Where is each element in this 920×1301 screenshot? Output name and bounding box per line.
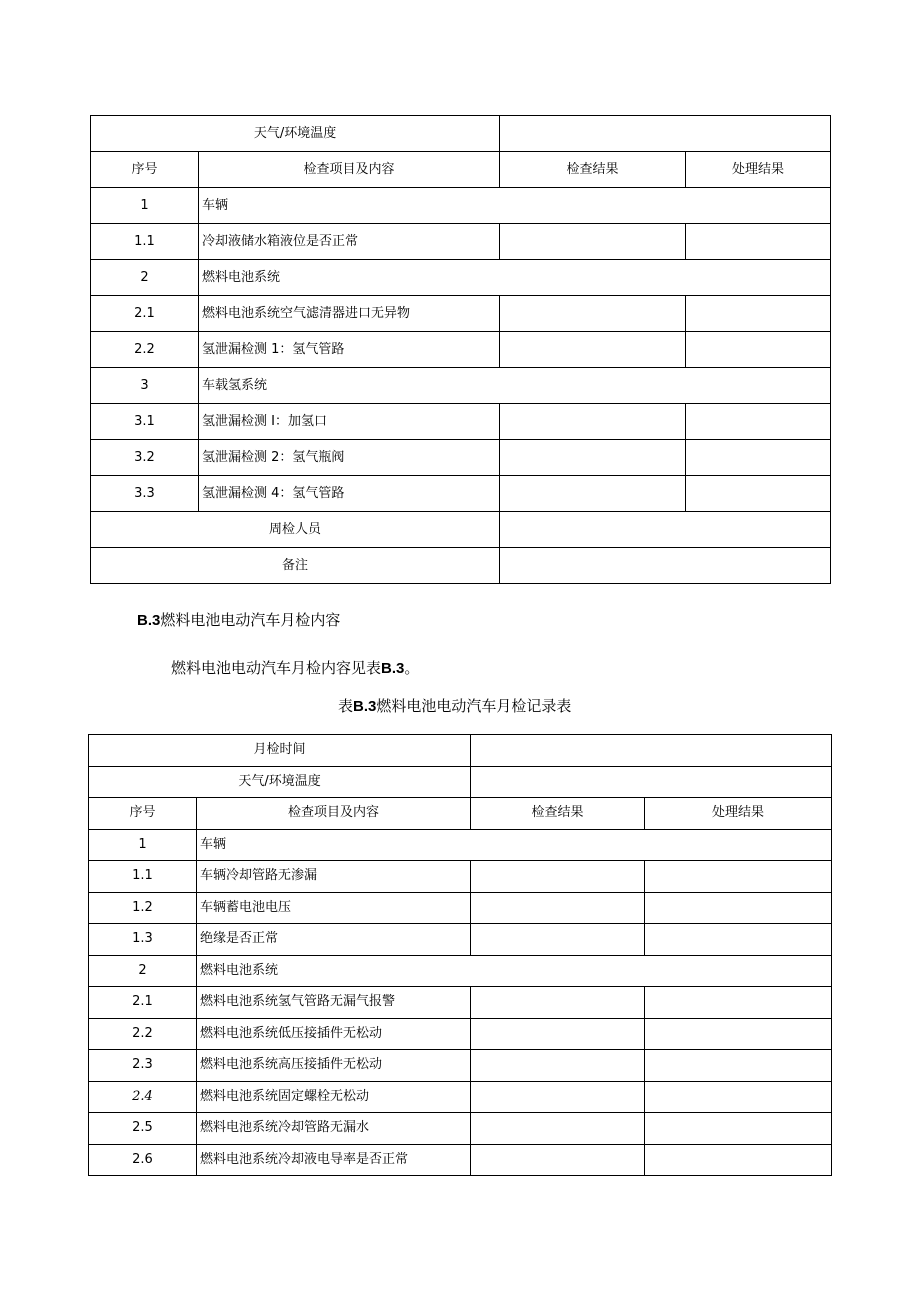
handle-result-cell[interactable] [686,404,831,440]
check-item: 氢泄漏检测 I：加氢口 [199,404,500,440]
check-result-cell[interactable] [471,924,645,956]
row-number: 2.1 [89,987,197,1019]
table-caption-prefix: 表 [338,697,354,715]
check-item: 燃料电池系统高压接插件无松动 [197,1050,471,1082]
check-result-cell[interactable] [500,224,686,260]
header-result: 检查结果 [471,798,645,830]
header-handle: 处理结果 [645,798,832,830]
table-row [91,224,831,260]
check-item: 燃料电池系统低压接插件无松动 [197,1018,471,1050]
check-item: 车辆冷却管路无渗漏 [197,861,471,893]
table-caption-number: B.3 [353,698,377,715]
section-row [91,260,831,296]
header-result: 检查结果 [500,152,686,188]
weather-row [91,116,831,152]
month-time-row [89,735,832,767]
check-result-cell[interactable] [500,476,686,512]
remark-value-cell[interactable] [500,548,831,584]
header-no: 序号 [91,152,199,188]
check-result-cell[interactable] [471,1113,645,1145]
monthly-inspection-table [88,734,832,1176]
handle-result-cell[interactable] [645,924,832,956]
section-body-after: 。 [404,659,420,677]
section-title: 车辆 [199,188,831,224]
row-number: 1.1 [91,224,199,260]
check-result-cell[interactable] [471,1050,645,1082]
check-result-cell[interactable] [500,404,686,440]
weather-label: 天气/环境温度 [91,116,500,152]
row-number: 1.2 [89,892,197,924]
section-row [89,829,832,861]
section-row [91,188,831,224]
table-row [89,892,832,924]
handle-result-cell[interactable] [645,1081,832,1113]
weather-value-cell[interactable] [471,766,832,798]
section-body-text [171,661,419,676]
row-number: 2.2 [89,1018,197,1050]
table-caption [338,699,571,714]
check-item: 燃料电池系统氢气管路无漏气报警 [197,987,471,1019]
row-number: 3.2 [91,440,199,476]
section-row [91,368,831,404]
check-result-cell[interactable] [471,987,645,1019]
inspector-row [91,512,831,548]
row-number: 1.1 [89,861,197,893]
row-number: 2.4 [89,1081,197,1113]
row-number: 3 [91,368,199,404]
header-item: 检查项目及内容 [199,152,500,188]
handle-result-cell[interactable] [645,1018,832,1050]
handle-result-cell[interactable] [686,440,831,476]
row-number: 2.2 [91,332,199,368]
check-item: 冷却液储水箱液位是否正常 [199,224,500,260]
section-title: 车载氢系统 [199,368,831,404]
monthly-inspection-table-body [89,735,832,1176]
check-result-cell[interactable] [500,296,686,332]
check-result-cell[interactable] [471,1144,645,1176]
check-item: 车辆蓄电池电压 [197,892,471,924]
row-number: 2.1 [91,296,199,332]
row-number: 2 [89,955,197,987]
check-item: 氢泄漏检测 1：氢气管路 [199,332,500,368]
remark-label: 备注 [91,548,500,584]
handle-result-cell[interactable] [645,1144,832,1176]
check-item: 绝缘是否正常 [197,924,471,956]
remark-row [91,548,831,584]
check-result-cell[interactable] [500,332,686,368]
table-row [91,476,831,512]
table-row [91,440,831,476]
weekly-inspection-table [90,115,831,584]
table-row [91,404,831,440]
check-item: 燃料电池系统冷却液电导率是否正常 [197,1144,471,1176]
check-result-cell[interactable] [471,892,645,924]
check-item: 燃料电池系统空气滤清器进口无异物 [199,296,500,332]
row-number: 2.3 [89,1050,197,1082]
section-title: 车辆 [197,829,832,861]
row-number: 1.3 [89,924,197,956]
header-no: 序号 [89,798,197,830]
section-body-before: 燃料电池电动汽车月检内容见表 [171,659,382,677]
handle-result-cell[interactable] [645,1050,832,1082]
inspector-label: 周检人员 [91,512,500,548]
header-item: 检查项目及内容 [197,798,471,830]
check-result-cell[interactable] [500,440,686,476]
check-item: 燃料电池系统冷却管路无漏水 [197,1113,471,1145]
table-row [89,1081,832,1113]
handle-result-cell[interactable] [645,861,832,893]
table-row [89,861,832,893]
check-item: 氢泄漏检测 2：氢气瓶阀 [199,440,500,476]
header-handle: 处理结果 [686,152,831,188]
section-body-ref: B.3 [381,660,405,677]
check-result-cell[interactable] [471,861,645,893]
table-header-row [89,798,832,830]
handle-result-cell[interactable] [686,224,831,260]
inspector-value-cell[interactable] [500,512,831,548]
table-row [89,987,832,1019]
weather-label: 天气/环境温度 [89,766,471,798]
table-row [89,1018,832,1050]
table-row [89,1050,832,1082]
weather-row [89,766,832,798]
row-number: 3.3 [91,476,199,512]
check-result-cell[interactable] [471,1081,645,1113]
handle-result-cell[interactable] [645,892,832,924]
section-title: 燃料电池系统 [199,260,831,296]
handle-result-cell[interactable] [686,296,831,332]
table-header-row [91,152,831,188]
row-number: 1 [89,829,197,861]
section-heading-number: B.3 [137,612,161,629]
table-row [89,1144,832,1176]
month-time-label: 月检时间 [89,735,471,767]
table-caption-title: 燃料电池电动汽车月检记录表 [376,697,572,715]
row-number: 2.5 [89,1113,197,1145]
table-row [89,1113,832,1145]
table-row [91,296,831,332]
handle-result-cell[interactable] [686,476,831,512]
table-row [91,332,831,368]
weather-value-cell[interactable] [500,116,831,152]
row-number: 1 [91,188,199,224]
row-number: 2 [91,260,199,296]
row-number: 2.6 [89,1144,197,1176]
handle-result-cell[interactable] [686,332,831,368]
table-row [89,924,832,956]
month-time-value-cell[interactable] [471,735,832,767]
check-result-cell[interactable] [471,1018,645,1050]
row-number: 3.1 [91,404,199,440]
section-title: 燃料电池系统 [197,955,832,987]
handle-result-cell[interactable] [645,1113,832,1145]
handle-result-cell[interactable] [645,987,832,1019]
check-item: 氢泄漏检测 4：氢气管路 [199,476,500,512]
section-heading-title: 燃料电池电动汽车月检内容 [160,611,341,629]
weekly-inspection-table-body [91,116,831,584]
section-row [89,955,832,987]
section-heading [137,613,340,628]
check-item: 燃料电池系统固定螺栓无松动 [197,1081,471,1113]
